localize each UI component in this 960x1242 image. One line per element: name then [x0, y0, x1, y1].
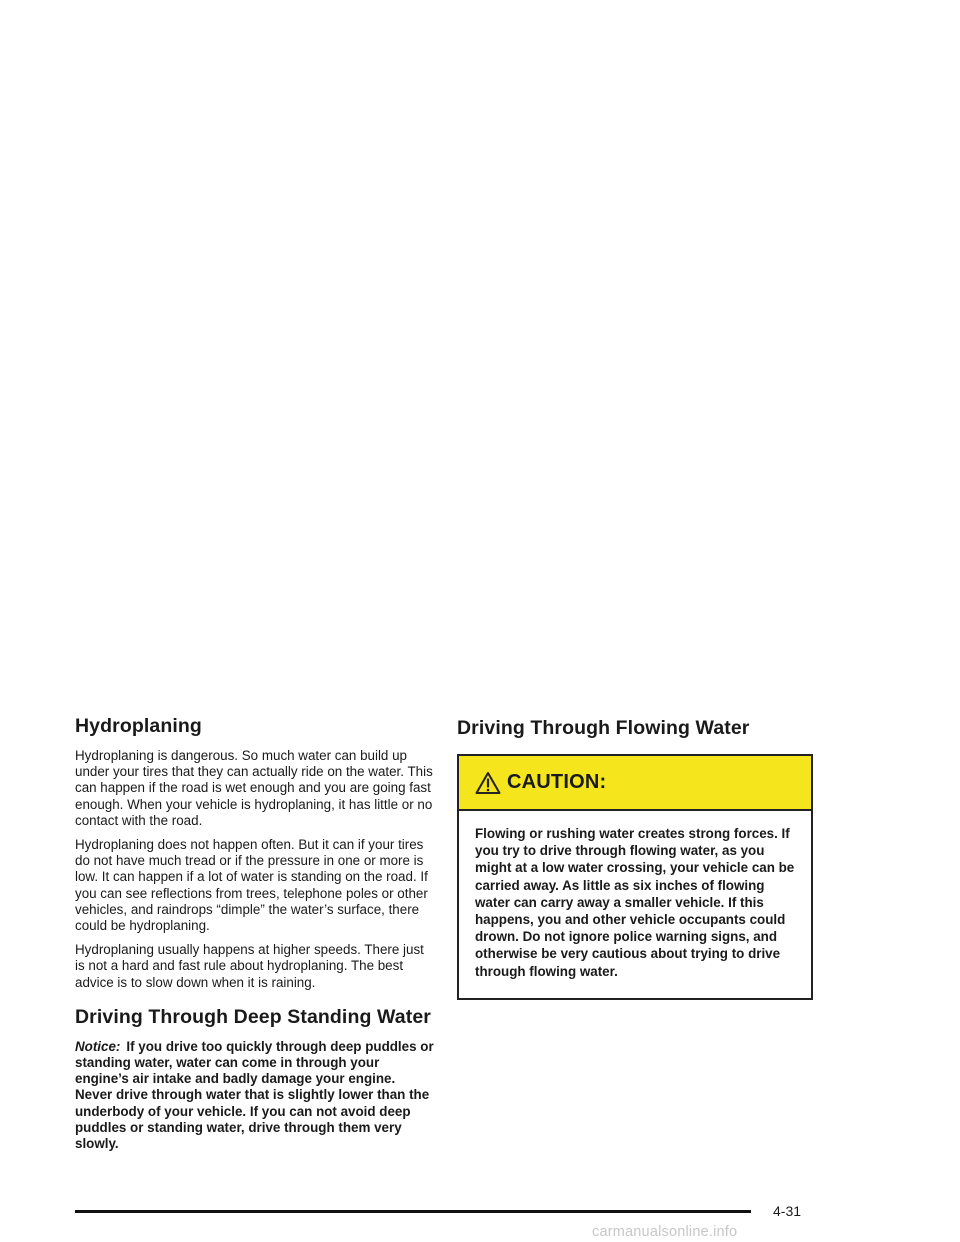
left-column — [75, 714, 435, 1152]
caution-title: CAUTION: — [507, 771, 607, 793]
hydroplaning-paragraph-3: Hydroplaning usually happens at higher speeds. There just is not a hard and fast rule about hydroplaning. The best advice is to slow down when it is raining. — [75, 942, 424, 990]
notice-label: Notice: — [75, 1038, 121, 1054]
hydroplaning-paragraph-2: Hydroplaning does not happen often. But it can if your tires do not have much tread or if the pressure in one or more is low. It can happen if a lot of water is standing on the road. If you can see reflections from trees, telephone poles or other vehicles, and raindrops “dimple” the water’s surface, there could be hydroplaning. — [75, 837, 428, 934]
caution-header — [459, 756, 811, 811]
caution-box — [457, 754, 813, 1000]
deep-water-notice — [75, 1039, 435, 1152]
hydroplaning-paragraph-1: Hydroplaning is dangerous. So much water can build up under your tires that they can actually ride on the water. This can happen if the road is wet enough and you are going fast enough. When your vehicle is hydroplaning, it has little or no contact with the road. — [75, 748, 433, 828]
deep-water-heading: Driving Through Deep Standing Water — [75, 1005, 431, 1028]
flowing-water-heading: Driving Through Flowing Water — [457, 717, 750, 739]
watermark: carmanualsonline.info — [592, 1224, 738, 1240]
footer-rule — [75, 1210, 751, 1213]
page-number: 4-31 — [773, 1203, 802, 1219]
warning-triangle-icon — [475, 771, 501, 795]
caution-body: Flowing or rushing water creates strong forces. If you try to drive through flowing water, as you might at a low water crossing, your vehicle can be carried away. As little as six inches of flowing water can carry away a smaller vehicle. If this happens, you and other vehicle occupants could drown. Do not ignore police warning signs, and otherwise be very cautious about trying to drive through flowing water. — [475, 826, 795, 979]
right-column — [457, 716, 817, 1000]
hydroplaning-heading: Hydroplaning — [75, 715, 202, 737]
notice-text: If you drive too quickly through deep puddles or standing water, water can come in through your engine’s air intake and badly damage your engine. Never drive through water that is slightly lower than the underbody of your vehicle. If you can not avoid deep puddles or standing water, drive through them very slowly. — [75, 1038, 434, 1152]
